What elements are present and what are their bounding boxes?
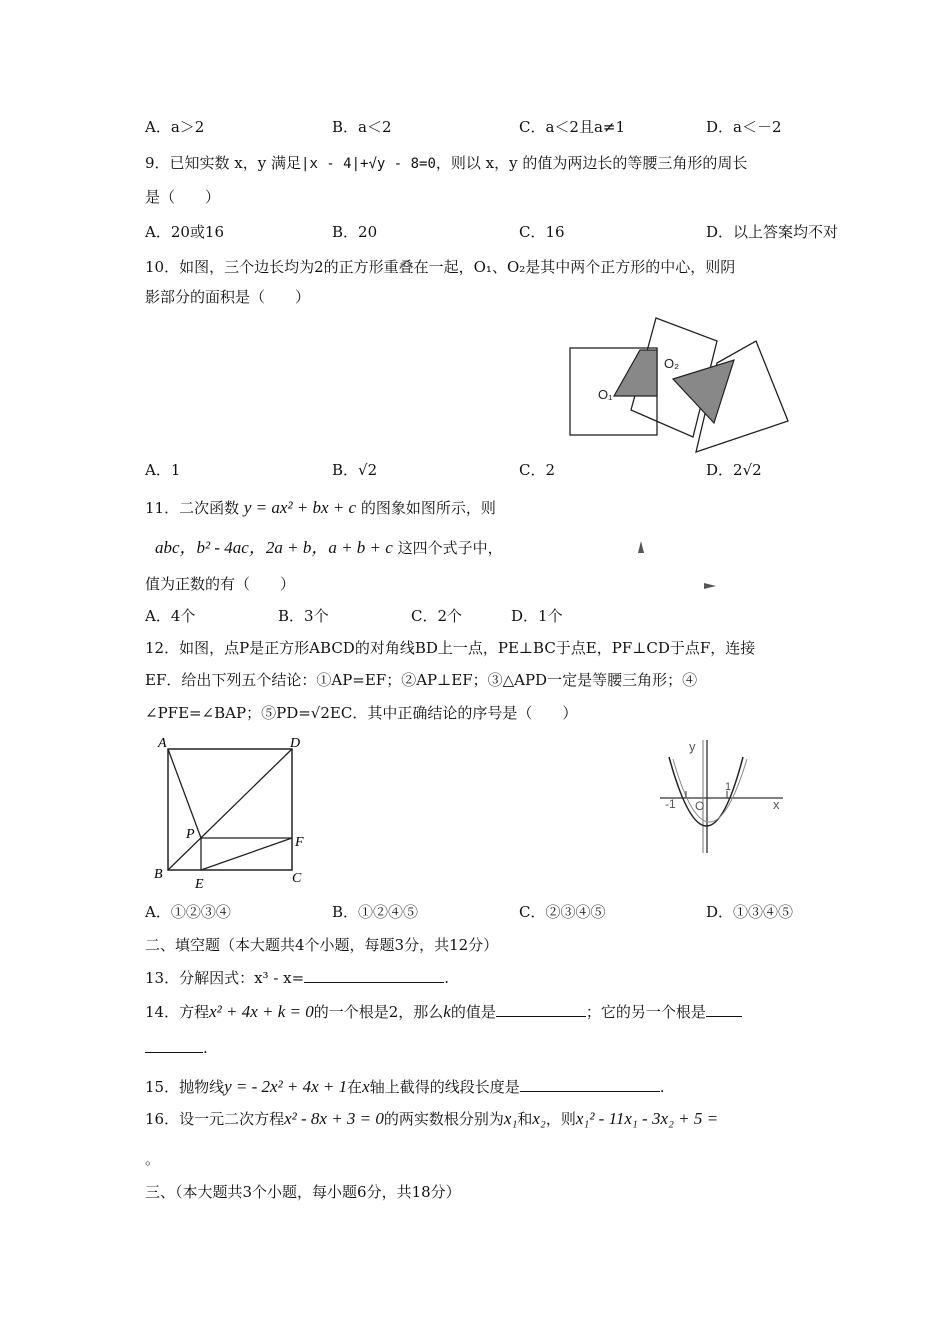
q11-expressions: abc，b² - 4ac，2a + b，a + b + c: [155, 538, 393, 557]
q14-line1: [145, 1001, 742, 1023]
q8-option-a: A．a＞2: [145, 118, 205, 136]
section2-title: 二、填空题（本大题共4个小题，每题3分，共12分）: [145, 936, 499, 954]
q14-root-blank-part1[interactable]: [706, 1002, 742, 1017]
q9-prefix: 9．已知实数 x，y 满足: [145, 154, 302, 172]
label-o1: O₁: [598, 387, 613, 402]
label-p: P: [186, 827, 195, 842]
q14-mid2: 的值是: [450, 1003, 496, 1021]
shaded-region-2: [673, 360, 734, 423]
label-e: E: [195, 877, 204, 892]
q10-option-a: A．1: [145, 461, 181, 479]
q11-exprs-suffix: 这四个式子中，: [397, 539, 503, 557]
q16-line: [145, 1108, 718, 1130]
q14-mid: 的一个根是2，那么: [313, 1003, 444, 1021]
q9-line2: 是（ ）: [145, 188, 221, 206]
segment-ap: [168, 749, 201, 838]
q16-mid2: ，则: [545, 1110, 576, 1128]
q10-squares-figure: [560, 312, 800, 460]
arrow-up-icon: [636, 540, 646, 554]
q14-mid3: ；它的另一个根是: [585, 1003, 706, 1021]
q9-option-c: C．16: [519, 223, 565, 241]
q12-line1: 12．如图，点P是正方形ABCD的对角线BD上一点，PE⊥BC于点E，PF⊥CD于点F，连接: [145, 639, 756, 657]
label-neg-one: -1: [665, 797, 676, 811]
label-x: x: [773, 797, 780, 812]
q10-line1: 10．如图，三个边长均为2的正方形重叠在一起，O₁、O₂是其中两个正方形的中心，则阴: [145, 258, 736, 276]
q10-option-d: D．2√2: [706, 461, 762, 479]
q8-option-d: D．a＜－2: [706, 118, 782, 136]
q14-expr: x² + 4x + k = 0: [209, 1002, 314, 1021]
q9-line1: [145, 152, 747, 175]
q13-line: [145, 967, 449, 989]
q14-root-blank-part2[interactable]: [145, 1038, 203, 1053]
label-d: D: [290, 736, 301, 751]
q11-suffix: 的图象如图所示，则: [360, 499, 496, 517]
segment-ef: [201, 838, 292, 870]
q11-prefix: 11．二次函数: [145, 499, 240, 517]
q16-end: 。: [145, 1150, 161, 1168]
q15-expr: y = - 2x² + 4x + 1: [224, 1077, 348, 1096]
q15-mid: 在: [347, 1078, 363, 1096]
q16-x2: x₂: [532, 1109, 546, 1128]
q10-option-c: C．2: [519, 461, 556, 479]
q12-square-figure: [150, 730, 325, 892]
q14-prefix: 14．方程: [145, 1003, 210, 1021]
q12-option-d: D．①③④⑤: [706, 903, 794, 921]
q13-text: 13．分解因式：x³ - x=: [145, 969, 305, 987]
q10-option-b: B．√2: [332, 461, 378, 479]
q14-k: k: [443, 1002, 451, 1021]
q14-k-blank[interactable]: [496, 1002, 586, 1017]
q16-mid: 的两实数根分别为: [383, 1110, 504, 1128]
label-f: F: [295, 835, 304, 850]
q16-prefix: 16．设一元二次方程: [145, 1110, 285, 1128]
q13-end: .: [444, 969, 449, 987]
q9-option-b: B．20: [332, 223, 378, 241]
q15-answer-blank[interactable]: [520, 1077, 660, 1092]
q9-suffix: ，则以 x，y 的值为两边长的等腰三角形的周长: [435, 154, 748, 172]
q16-x1: x₁: [503, 1109, 518, 1128]
q12-option-a: A．①②③④: [145, 903, 231, 921]
q8-option-c: C．a＜2且a≠1: [519, 118, 626, 136]
q12-line3: ∠PFE=∠BAP；⑤PD=√2EC．其中正确结论的序号是（ ）: [145, 704, 578, 722]
q15-end: .: [659, 1078, 665, 1096]
q16-and: 和: [517, 1110, 533, 1128]
q11-option-d: D．1个: [511, 607, 563, 625]
q9-expression: |x - 4|+√y - 8=0: [301, 156, 436, 172]
q9-option-a: A．20或16: [145, 223, 225, 241]
shaded-region-1: [614, 350, 657, 396]
label-o2: O₂: [664, 356, 680, 371]
q12-option-c: C．②③④⑤: [519, 903, 606, 921]
label-one: 1: [725, 781, 732, 793]
q13-answer-blank[interactable]: [304, 968, 444, 983]
label-origin: O: [695, 799, 705, 813]
q16-expr: x² - 8x + 3 = 0: [284, 1109, 384, 1128]
q15-line: [145, 1076, 665, 1098]
label-b: B: [154, 867, 163, 882]
q11-line3: 值为正数的有（ ）: [145, 575, 296, 593]
q14-line2: [145, 1037, 208, 1059]
q15-mid2: 轴上截得的线段长度是: [369, 1078, 520, 1096]
q11-line1: [145, 497, 496, 519]
label-c: C: [292, 871, 302, 886]
parabola-shadow: [673, 759, 747, 822]
q11-line2: [155, 537, 503, 559]
q11-option-c: C．2个: [411, 607, 463, 625]
q9-option-d: D．以上答案均不对: [706, 223, 839, 241]
label-y: y: [689, 739, 696, 754]
q11-option-a: A．4个: [145, 607, 196, 625]
label-a: A: [158, 736, 167, 751]
q14-end: .: [203, 1039, 208, 1057]
q12-line2: EF．给出下列五个结论：①AP=EF；②AP⊥EF；③△APD一定是等腰三角形；④: [145, 671, 698, 689]
q11-function-expr: y = ax² + bx + c: [243, 498, 357, 517]
section3-title: 三、（本大题共3个小题，每小题6分，共18分）: [145, 1183, 461, 1201]
parabola-curve: [669, 757, 743, 826]
diagonal-bd: [168, 749, 292, 870]
q15-prefix: 15．抛物线: [145, 1078, 225, 1096]
q10-line2: 影部分的面积是（ ）: [145, 288, 311, 306]
q16-expr2: x₁² - 11x₁ - 3x₂ + 5 =: [575, 1109, 719, 1128]
q11-option-b: B．3个: [278, 607, 329, 625]
arrow-right-icon: [702, 581, 718, 591]
q11-parabola-graph: [655, 735, 790, 857]
q8-option-b: B．a＜2: [332, 118, 392, 136]
q15-x: x: [362, 1077, 370, 1096]
q12-option-b: B．①②④⑤: [332, 903, 419, 921]
